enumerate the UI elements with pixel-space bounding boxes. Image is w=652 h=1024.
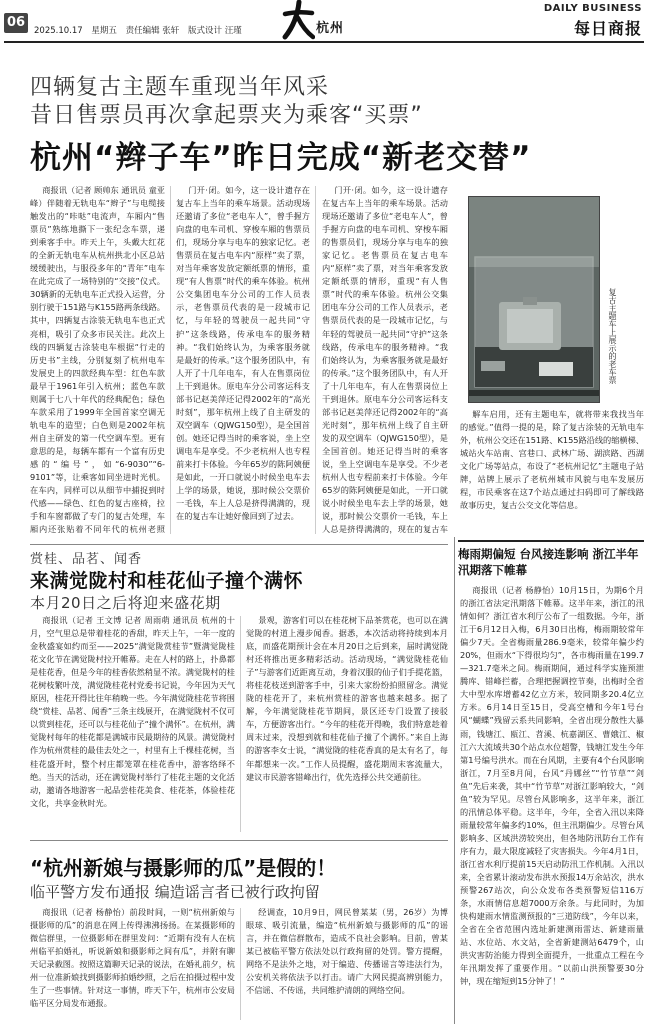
- issue-meta: [34, 24, 248, 36]
- story2-column-2: 景观，游客们可以在桂花树下品茶赏花，也可以在满觉陇的村道上漫步闻香。据悉，本次活动将持续到本月底，而盛花期预计会在本月20日之后到来，届时满觉陇村还将推出更多精彩活动。活动现场，“满觉陇桂花仙子”与游客们近距离互动，身着汉服的仙子们手提花篮，将桂花枝送到游客手中，引来大家纷纷拍照留念。满觉陇的桂花开了，来杭州赏桂的游客也越来越多。据了解，今年满觉陇桂花节期间，景区还专门设置了接驳车，方便游客出行。“今年的桂花开得晚，我们特意趁着周末过来，没想到就和桂花仙子撞了个满怀。”来自上海的游客李女士说，“满觉陇的桂花香真的是太有名了，每年都想来一次。”工作人员提醒，盛花期周末客流量大，建议市民游客错峰出行，优先选择公共交通前往。: [246, 615, 448, 782]
- story3-column-2: 经调查，10月9日，网民曾某某（男，26岁）为博眼球、吸引流量，编造“杭州新娘与摄影师的瓜”的谣言，并在微信群散布，造成不良社会影响。目前，曾某某已被临平警方依法处以行政拘留的处罚。警方提醒，网络不是法外之地，对于编造、传播谣言等违法行为，公安机关将依法予以打击。请广大网民提高辨别能力，不信谣、不传谣，共同维护清朗的网络空间。: [246, 907, 448, 996]
- issue-weekday: 星期五: [91, 26, 117, 36]
- story3-headline: “杭州新娘与摄影师的瓜”是假的！: [30, 856, 337, 880]
- section-rule: [30, 840, 448, 841]
- story1-kicker-line1: 四辆复古主题车重现当年风采: [30, 75, 330, 100]
- story1-column-1: 商报讯（记者 顾帅东 通讯员 童亚峰）伴随着无轨电车“辫子”与电缆接触发出的“咔哒”电流声，车厢内“售票员”熟练地撕下一张纪念车票，递到乘客手中。昨天上午，头戴大红花的全新无轨电车从杭州拱北小区总站缓缓驶出，与服役多年的“青年”电车在此完成了一场特别的“交接”仪式。30辆新的无轨电车正式投入运营，分别行驶于151路与K155路两条线路。其中，四辆复古涂装无轨电车也正式亮相，吸引了众多市民关注。此次上线的四辆复古涂装电车根据“行走的历史书”主线，分别复刻了杭州电车发展史上的四款经典车型：红色车款最早于1961年引入杭州；蓝色车款则属于七八十年代的经典配色；绿色车款采用了1999年全国首家空调无轨电车的造型；白色则是2002年杭州自主研发的第一代空调车型。更有意思的是，每辆车都有一个富有历史感的“编号”，如“6-9030”“6-9101”等，让乘客如同坐进时光机。在车内，同样可以从细节中捕捉到时代感——绿色、红色的复古座椅，拉手和车窗都做了专门的复古处理，车厢内还张贴着不同年代的杭州老照: [30, 185, 165, 534]
- designer-credit: 版式设计 汪瑾: [188, 26, 242, 36]
- story1-photo: [468, 196, 600, 403]
- story1-kicker-line2: 昔日售票员再次拿起票夹为乘客“买票”: [30, 103, 423, 128]
- column-divider: [170, 186, 171, 534]
- ticket-display-image: [469, 197, 599, 402]
- sidebar-top-rule: [458, 540, 644, 542]
- section-name: 杭州: [316, 21, 345, 36]
- story1-column-2: 门开·闭。如今，这一设计遗存在复古车上当年的乘车场景。活动现场还邀请了多位“老电车人”，曾手握方向盘的电车司机、穿梭车厢的售票员们，现场分享与电车的独家记忆。老售票员在复古电车内“原样”卖了票，对当年乘客发放定额纸票的情形，重现“有人售票”时代的乘车体验。杭州公交集团电车分公司的工作人员表示，老售票员代表的是一段城市记忆，与年轻的驾驶员一起共同“守护”这条线路，传承电车的服务精神。“我们始终认为，为乘客服务就是最好的传承。”这个服务团队中，有人开了十几年电车，有人在售票岗位上干到退休。原电车分公司客运科支部书记赵美萍还记得2002年的“高光时刻”，那年杭州上线了自主研发的双空调车（QJWG150型），是全国首创。她还记得当时的乘客说，坐上空调电车是享受。不少老杭州人也专程前来打卡体验。今年65岁的陈阿姨便是如此，一开口就说小时候坐电车去上学的场景，她说，那时候公交票价一毛钱，车上人总是挤得满满的，现在的复古车让她好像回到了过去。: [176, 185, 310, 522]
- paper-name-en: DAILY BUSINESS: [543, 3, 642, 14]
- sidebar-body: 商报讯（记者 杨静怡）10月15日，为期6个月的浙江省法定汛期落下帷幕。这半年来，浙江的汛情如何？浙江省水利厅公布了一组数据。今年，浙江于6月12日入梅，6月30日出梅，梅雨期较常年偏少7天。全省梅雨量286.9毫米，较常年偏少约20%，但雨水“下得很均匀”，各市梅雨量在199.7—321.7毫米之间。梅雨期间，通过科学实施预泄腾库、错峰拦蓄，合理把握调控节奏，出梅时全省大中型水库增蓄42亿立方米，较同期多20.4亿立方米。6月14日至15日，受高空槽和今年1号台风“蝴蝶”残留云系共同影响，全省出现分散性大暴雨，钱塘江、瓯江、苕溪、杭嘉湖区、曹娥江、椒江六大流域共30个站点水位超警，钱塘江发生今年第1号编号洪水。而在台风期，主要有4个台风影响浙江，7月至8月间，台风“丹娜丝”“竹节草”“剑鱼”先后来袭，其中“竹节草”对浙江影响较大，“剑鱼”较为罕见。尽管台风影响多，这半年来，浙江的汛情总体平稳。这半年，今年，全省入汛以来降雨量较常年偏多约10%，但主汛期偏少。尽管台风影响多、区域洪涝较突出，但各地防汛防台工作有序有力，最大限度减轻了灾害损失。今年4月1日，浙江省水利厅提前15天启动防汛工作机制。入汛以来，全省累计滚动发布洪水预报14万余站次，洪水预警267站次，向公众发布各类预警短信116万条，水雨情信息超7000万余条。与此同时，为加快构建雨水情监测预报的“三道防线”，今年以来，全省在全省范围内选址新建测雨雷达、新建雨量站、水位站、水文站，全省新建测站6479个，山洪灾害防治能力得到全面提升，一批重点工程在今年汛期发挥了重要作用。“以前山洪预警要30分钟，现在缩短到15分钟了！”: [460, 585, 644, 987]
- story1-column-3a: 门开·闭。如今，这一设计遗存在复古车上当年的乘车场景。活动现场还邀请了多位“老电车人”，曾手握方向盘的电车司机、穿梭车厢的售票员们，现场分享与电车的独家记忆。老售票员在复古电车内“原样”卖了票，对当年乘客发放定额纸票的情形，重现“有人售票”时代的乘车体验。杭州公交集团电车分公司的工作人员表示，老售票员代表的是一段城市记忆，与年轻的驾驶员一起共同“守护”这条线路，传承电车的服务精神。“我们始终认为，为乘客服务就是最好的传承。”这个服务团队中，有人开了十几年电车，有人在售票岗位上干到退休。原电车分公司客运科支部书记赵美萍还记得2002年的“高光时刻”，那年杭州上线了自主研发的双空调车（QJWG150型），是全国首创。她还记得当时的乘客说，坐上空调电车是享受。不少老杭州人也专程前来打卡体验。今年65岁的陈阿姨便是如此，一开口就说小时候坐电车去上学的场景，她说，那时候公交票价一毛钱，车上人总是挤得满满的，现在的复古车: [322, 185, 448, 534]
- page-number: 06: [4, 13, 28, 33]
- story2-headline: 来满觉陇村和桂花仙子撞个满怀: [30, 570, 304, 592]
- header-rule: [4, 41, 644, 43]
- story2-column-1: 商报讯（记者 王文博 记者 周雨萌 通讯员 杭州的十月，空气里总是带着桂花的香甜，昨天上午，一年一度的金秋盛宴如约而至——2025“满觉陇赏桂节”暨满觉陇桂花文化节在满觉陇村拉开帷幕。走在人村的路上，扑鼻都是桂花香，但是今年的桂香依然稍显不浓。满觉陇村的桂花树枝繁叶茂，满觉陇桂花村党委书记说，今年因为天气原因，桂花开得比往年稍晚一些。今年满觉陇桂花节将围绕“赏桂、品茗、闻香”三条主线展开，在满觉陇村不仅可以赏到桂花，还可以与桂花仙子“撞个满怀”。在杭州，满觉陇村每年的桂花都是满城市民最期待的风景。满觉陇村作为杭州赏桂的最佳去处之一，村里有上千棵桂花树，当桂花盛开时，整个村庄都笼罩在桂花香中，游客络绎不绝。当天的活动，还在满觉陇村举行了桂花主题的文化活动，邀请各地游客一起品尝桂花美食、桂花茶，体验桂花文化，共享金秋时光。: [30, 615, 235, 808]
- paper-name-cn: 每日商报: [573, 19, 642, 38]
- story3-subheadline: 临平警方发布通报 编造谣言者已被行政拘留: [30, 883, 320, 901]
- column-divider: [315, 186, 316, 534]
- section-rule: [30, 544, 448, 545]
- issue-date: 2025.10.17: [34, 26, 83, 36]
- story2-subheadline: 本月20日之后将迎来盛花期: [30, 594, 221, 612]
- story3-column-1: 商报讯（记者 杨静怡）前段时间，一则“杭州新娘与摄影师的瓜”的消息在网上传得沸沸扬扬。在某摄影师的微信群里，一位摄影师在群里发问：“近期有没有人在杭州临平拍婚礼，听说新娘和摄影师之间有瓜”，并附有聊天记录截图。按照这篇聊天记录的说法，在婚礼前夕，杭州一位准新娘找到摄影师拍婚纱照，之后在拍摄过程中发生了一些事情。针对这一事情，昨天下午，杭州市公安局临平区分局发布通报。: [30, 907, 235, 1009]
- sidebar-divider: [454, 537, 455, 1024]
- sidebar-headline: 梅雨期偏短 台风接连影响 浙江半年汛期落下帷幕: [458, 547, 639, 577]
- story1-headline: 杭州“辫子车”昨日完成“新老交替”: [30, 140, 532, 176]
- column-divider: [240, 616, 241, 832]
- story2-kicker: 赏桂、品茗、闻香: [30, 552, 143, 567]
- column-divider: [240, 908, 241, 1020]
- photo-caption: 复古主题车上展示的老车票: [608, 288, 617, 384]
- section-logo-icon: [281, 0, 315, 40]
- page-header: [0, 0, 652, 44]
- story1-column-3: 解车启用，还有主题电车，就将带来我找当年的感觉。”值得一提的是，除了复古涂装的无轨电车外，杭州公交还在151路、K155路沿线的缩横梯、城站火车站南、宫巷口、武林广场、湖滨路、西湖文化广场等站点，布设了“老杭州记忆”主题电子站牌，站牌上展示了老杭州城市风貌与电车发展历程，市民乘客在这7个站点通过扫码即可了解线路故事历史，复古公交文化等信息。: [460, 409, 644, 511]
- editor-credit: 责任编辑 张轩: [125, 26, 180, 36]
